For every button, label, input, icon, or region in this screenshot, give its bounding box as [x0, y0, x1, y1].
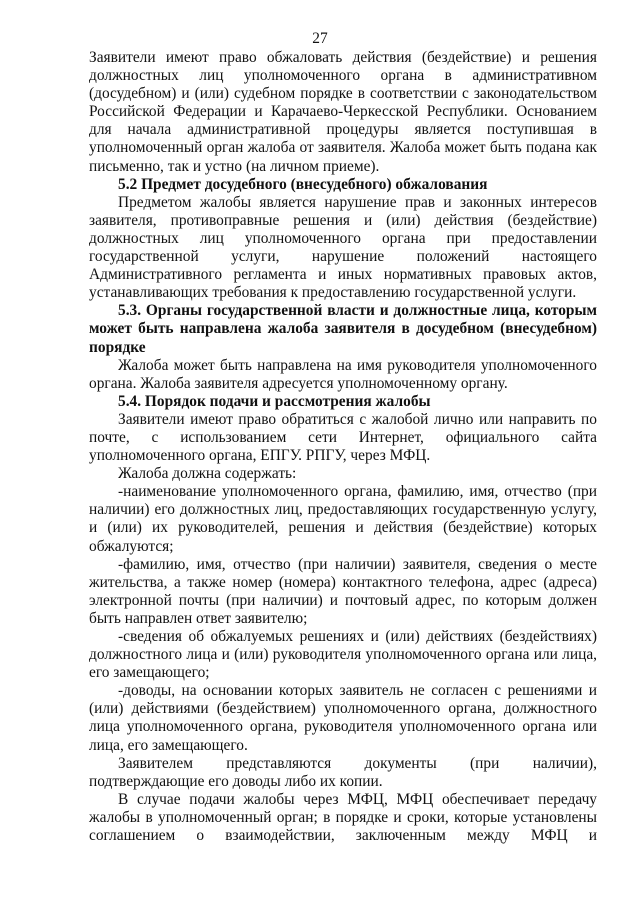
- document-body: [89, 49, 597, 845]
- paragraph-mfc-submission: В случае подачи жалобы через МФЦ, МФЦ обеспечивает передачу жалобы в уполномоченный орган; в порядке и сроки, которые установлены соглашением о взаимодействии, заключенным между МФЦ и: [89, 790, 597, 845]
- paragraph-complaint-contents-intro: Жалоба должна содержать:: [118, 465, 297, 483]
- list-item-appealed-decisions: -сведения об обжалуемых решениях и (или) действиях (бездействиях) должностного лица и (или) руководителя уполномоченного органа или лица, его замещающего;: [89, 628, 597, 682]
- paragraph-submission-channels: Заявители имеют право обратиться с жалобой лично или направить по почте, с использованием сети Интернет, официального сайта уполномоченного органа, ЕПГУ. РПГУ, через МФЦ.: [89, 410, 597, 465]
- list-item-authority-name: -наименование уполномоченного органа, фамилию, имя, отчество (при наличии) его должностных лиц, предоставляющих государственную услугу, и (или) их руководителей, решения и действия (бездействие) которых обжалуются;: [89, 483, 597, 555]
- paragraph-supporting-documents: Заявителем представляются документы (при наличии), подтверждающие его доводы либо их копии.: [89, 754, 597, 790]
- list-item-applicant-details: -фамилию, имя, отчество (при наличии) заявителя, сведения о месте жительства, а также номер (номера) контактного телефона, адрес (адреса) электронной почты (при наличии) и почтовый адрес, по которым должен быть направлен ответ заявителю;: [89, 555, 597, 627]
- heading-5-3: 5.3. Органы государственной власти и должностные лица, которым может быть направлена жалоба заявителя в досудебном (внесудебном) порядке: [89, 302, 597, 356]
- list-item-arguments: -доводы, на основании которых заявитель не согласен с решениями и (или) действиями (бездействием) уполномоченного органа, должностного лица уполномоченного органа, руководителя уполномоченного органа или лица, его замещающего.: [89, 682, 597, 754]
- page-number: 27: [312, 30, 328, 47]
- paragraph-appeal-right: Заявители имеют право обжаловать действия (бездействие) и решения должностных лиц уполномоченного органа в административном (досудебном) и (или) судебном порядке в соответствии с законодательством Российской Федерации и Карачаево-Черкесской Республики. Основанием для начала административной процедуры является поступившая в уполномоченный орган жалоба от заявителя. Жалоба может быть подана как письменно, так и устно (на личном приеме).: [89, 49, 597, 175]
- heading-5-2: 5.2 Предмет досудебного (внесудебного) обжалования: [118, 175, 488, 193]
- paragraph-complaint-addressee: Жалоба может быть направлена на имя руководителя уполномоченного органа. Жалоба заявителя адресуется уполномоченному органу.: [89, 356, 597, 392]
- paragraph-complaint-subject: Предметом жалобы является нарушение прав и законных интересов заявителя, противоправные решения и (или) действия (бездействие) должностных лиц уполномоченного органа при предоставлении государственной услуги, нарушение положений настоящего Административного регламента и иных нормативных правовых актов, устанавливающих требования к предоставлению государственной услуги.: [89, 193, 597, 302]
- heading-5-4: 5.4. Порядок подачи и рассмотрения жалобы: [118, 392, 431, 410]
